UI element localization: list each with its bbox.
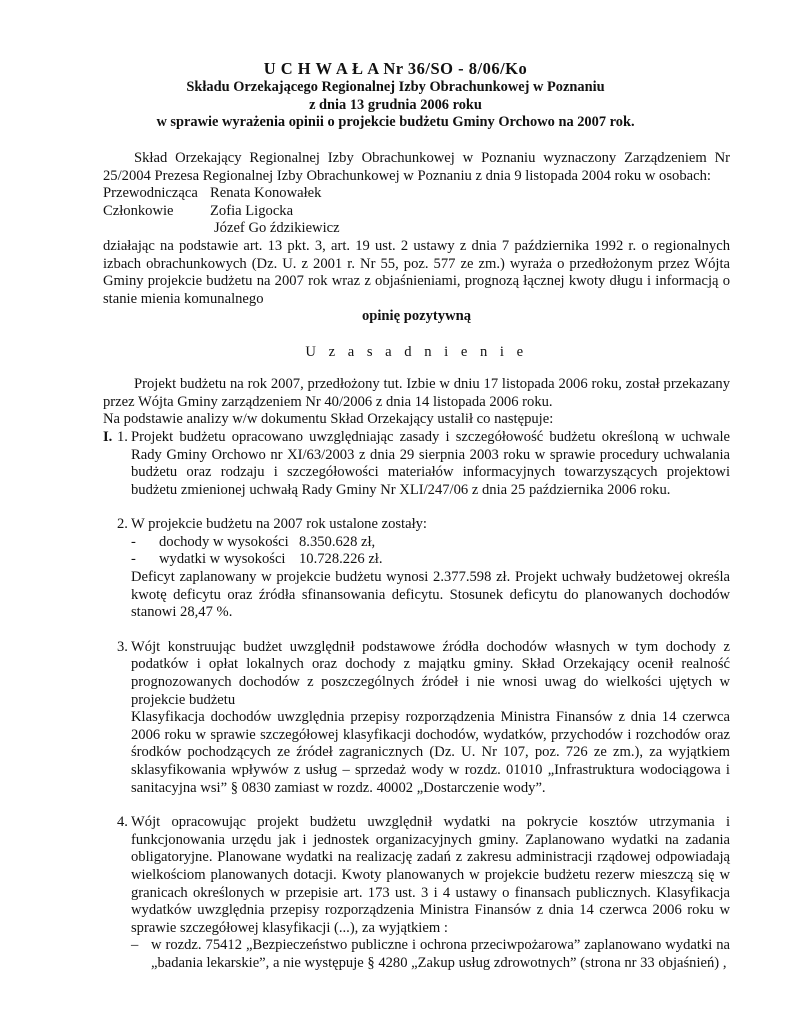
expenses-line	[131, 551, 730, 569]
legal-basis-paragraph: działając na podstawie art. 13 pkt. 3, art. 19 ust. 2 ustawy z dnia 7 października 1992 r. o regionalnych izbach obrachunkowych (Dz. U. z 2001 r. Nr 55, poz. 577 ze zm.) wyraża o przedłożonym przez Wójta Gminy projekcie budżetu na 2007 rok wraz z objaśnieniami, prognozą łącznej kwoty długu i informacją o stanie mienia komunalnego	[103, 237, 730, 307]
section-numeral: I.	[103, 428, 113, 445]
member-name: Zofia Ligocka	[210, 202, 294, 219]
member-name: Józef Go ździkiewicz	[214, 220, 340, 237]
document-body	[103, 150, 730, 973]
members-row-2	[103, 220, 730, 238]
resolution-date: z dnia 13 grudnia 2006 roku	[309, 96, 482, 113]
intro-paragraph: Skład Orzekający Regionalnej Izby Obrachunkowej w Poznaniu wyznaczony Zarządzeniem Nr 25/2004 Prezesa Regionalnej Izby Obrachunkowej w Poznaniu z dnia 9 listopada 2004 roku w osobach:	[103, 150, 730, 184]
item-number: 3.	[117, 638, 128, 655]
item-text: Wójt opracowując projekt budżetu uwzględnił wydatki na pokrycie kosztów utrzymania i funkcjonowania urzędu jak i jednostek organizacyjnych gminy. Zaplanowano wydatki na zadania obligatoryjne. Planowane wydatki na realizację zadań z zakresu administracji rządowej odpowiadają wielkościom planowanych dotacji. Kwoty planowanych w projekcie budżetu rezerw mieszczą się w granicach określonych w przepisie art. 173 ust. 3 i 4 ustawy o finansach publicznych. Klasyfikacja wydatków uwzględnia przepisy rozporządzenia Ministra Finansów z dnia 14 czerwca 2006 roku w sprawie szczegółowej klasyfikacji (...), za wyjątkiem :	[131, 814, 730, 936]
list-item	[103, 429, 730, 499]
item-number: 2.	[117, 516, 128, 533]
issuing-body: Składu Orzekającego Regionalnej Izby Obrachunkowej w Poznaniu	[186, 79, 605, 95]
members-row	[103, 203, 730, 221]
dash-mark: –	[131, 937, 139, 954]
list-item	[103, 516, 730, 622]
list-item	[103, 639, 730, 797]
income-line	[131, 534, 730, 552]
resolution-header	[0, 59, 791, 132]
justification-heading: U z a s a d n i e n i e	[305, 343, 528, 360]
classification-text: Klasyfikacja dochodów uwzględnia przepisy rozporządzenia Ministra Finansów z dnia 14 czerwca 2006 roku w sprawie szczegółowej klasyfikacji dochodów, wydatków, przychodów i rozchodów oraz środków pochodzących ze źródeł zagranicznych (Dz. U. Nr 107, poz. 726 ze zm.), za wyjątkiem sklasyfikowania wpływów z usług – sprzedaż wody w rozdz. 01010 „Infrastruktura wodociągowa i sanitacyjna wsi” § 0830 zamiast w rozdz. 40002 „Dostarczenie wody”.	[131, 709, 730, 796]
sub-item	[131, 937, 730, 972]
item-text: W projekcie budżetu na 2007 rok ustalone zostały:	[131, 516, 427, 533]
chair-row	[103, 185, 730, 203]
justification-paragraph: Projekt budżetu na rok 2007, przedłożony tut. Izbie w dniu 17 listopada 2006 roku, został przekazany przez Wójta Gminy zarządzeniem Nr 40/2006 z dnia 14 listopada 2006 roku.	[103, 376, 730, 410]
income-value: 8.350.628 zł,	[299, 533, 376, 550]
item-text: Projekt budżetu opracowano uwzględniając zasady i szczegółowość budżetu określoną w uchwale Rady Gminy Orchowo nr XI/63/2003 z dnia 29 sierpnia 2003 roku w sprawie procedury uchwalania budżetu oraz rodzaju i szczegółowości materiałów informacyjnych towarzyszących projektowi budżetu zmienionej uchwałą Rady Gminy Nr XLI/247/06 z dnia 25 października 2006 roku.	[131, 428, 730, 498]
sub-item-text: w rozdz. 75412 „Bezpieczeństwo publiczne i ochrona przeciwpożarowa” zaplanowano wydatki na „badania lekarskie”, a nie występuje § 4280 „Zakup usług zdrowotnych” (strona nr 33 objaśnień) ,	[151, 937, 730, 971]
opinion-verdict: opinię pozytywną	[361, 308, 472, 325]
findings-list	[103, 429, 730, 973]
dash-mark: -	[131, 551, 136, 568]
resolution-title: U C H W A Ł A Nr 36/SO - 8/06/Ko	[263, 59, 528, 78]
item-number: 1.	[117, 428, 128, 445]
chair-role: Przewodnicząca	[103, 185, 198, 202]
deficit-text: Deficyt zaplanowany w projekcie budżetu wynosi 2.377.598 zł. Projekt uchwały budżetowej określa kwotę deficytu oraz źródła sfinansowania deficytu. Stosunek deficytu do planowanych dochodów stanowi 28,47 %.	[131, 569, 730, 621]
item-number: 4.	[117, 814, 128, 831]
item-text: Wójt konstruując budżet uwzględnił podstawowe źródła dochodów własnych w tym dochody z podatków i opłat lokalnych oraz dochody z majątku gminy. Skład Orzekający ocenił realność prognozowanych dochodów z poszczególnych źródeł i nie wnosi uwag do wielkości ujętych w projekcie budżetu	[131, 638, 730, 708]
expenses-label: wydatki w wysokości	[159, 551, 286, 568]
chair-name: Renata Konowałek	[210, 185, 322, 202]
members-role: Członkowie	[103, 202, 174, 219]
findings-intro: Na podstawie analizy w/w dokumentu Skład Orzekający ustalił co następuje:	[103, 411, 554, 428]
dash-mark: -	[131, 533, 136, 550]
panel-members	[103, 185, 730, 238]
expenses-value: 10.728.226 zł.	[299, 551, 383, 568]
income-label: dochody w wysokości	[159, 533, 289, 550]
list-item	[103, 814, 730, 972]
resolution-subject: w sprawie wyrażenia opinii o projekcie budżetu Gminy Orchowo na 2007 rok.	[156, 114, 635, 131]
